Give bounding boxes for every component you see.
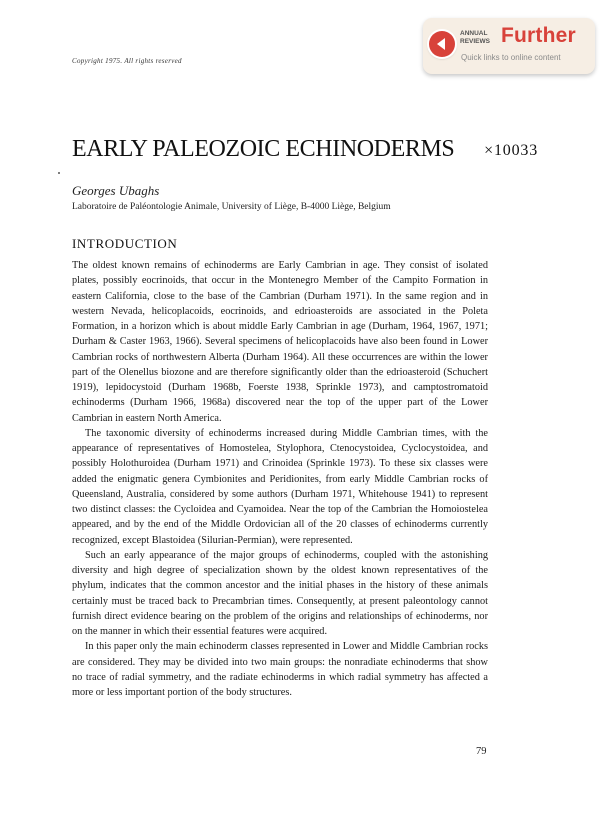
article-title: EARLY PALEOZOIC ECHINODERMS bbox=[72, 136, 455, 162]
paragraph-3: Such an early appearance of the major groups of echinoderms, coupled with the astonishing diversity and high degree of specialization shown by the oldest known representatives of the phylum, indicates that the common ancestor and the initial phases in the history of these animals certainly must be traced back to Precambrian times. Consequently, at present paleontology cannot furnish direct evidence bearing on the problem of the origins and relationships of echinoderms, nor on the manner in which their essential features were acquired. bbox=[72, 549, 488, 637]
title-row bbox=[72, 136, 538, 166]
reference-number: ×10033 bbox=[484, 142, 538, 159]
author-affiliation: Laboratoire de Paléontologie Animale, University of Liège, B-4000 Liège, Belgium bbox=[72, 202, 391, 212]
paragraph-1: The oldest known remains of echinoderms are Early Cambrian in age. They consist of isolated plates, possibly eocrinoids, that occur in the Montenegro Member of the Campito Formation in eastern California, close to the base of the Cambrian (Durham 1971). In the same region and in western Nevada, helicoplacoids, eocrinoids, and edrioasteroids are associated in the Poleta Formation, in a horizon which is about middle Early Cambrian in age (Durham, 1964, 1967, 1971; Durham & Caster 1963, 1966). Several specimens of helicoplacoids have also been found in Lower Cambrian rocks of northwestern Alberta (Durham 1964). All these occurrences are within the lower part of the Olenellus biozone and are therefore significantly older than the edrioasteroid (Schuchert 1919), lepidocystoid (Durham 1968b, Foerste 1938, Sprinkle 1973), and camptostromatoid echinoderms (Durham 1966, 1968a) discovered near the top of the upper part of the Lower Cambrian in eastern North America. bbox=[72, 260, 488, 424]
further-label: Further bbox=[501, 24, 576, 47]
section-heading-introduction: INTRODUCTION bbox=[72, 236, 178, 251]
annual-label: ANNUAL bbox=[460, 30, 488, 37]
paragraph-2: The taxonomic diversity of echinoderms increased during Middle Cambrian times, with the appearance of representatives of Homostelea, Stylophora, Ctenocystoidea, Cyclocystoidea, and possibly Holothuroidea (Durham 1971) and Crinoidea (Sprinkle 1973). To these six classes were added the enigmatic genera Cymbionites and Peridionites, from early Middle Cambrian rocks of Queensland, Australia, considered by some authors (Durham 1971, Whitehouse 1941) to represent two distinct classes: the Cycloidea and Cyamoidea. Near the top of the Cambrian the Homoiostelea appeared, and by the end of the Middle Ordovician all of the 20 classes of echinoderms currently recognized, except Blastoidea (Silurian-Permian), were represented. bbox=[72, 427, 488, 546]
introduction-body bbox=[72, 258, 488, 700]
annual-reviews-further-badge[interactable] bbox=[423, 18, 595, 74]
paragraph-4: In this paper only the main echinoderm classes represented in Lower and Middle Cambrian rocks are considered. They may be divided into two main groups: the nonradiate echinoderms that show no trace of radial symmetry, and the radiate echinoderms in which radial symmetry has affected a more or less important portion of the body structures. bbox=[72, 641, 488, 698]
author-name: Georges Ubaghs bbox=[72, 183, 160, 198]
annual-reviews-logo-text bbox=[460, 30, 500, 45]
print-speck bbox=[58, 172, 60, 174]
copyright-notice: Copyright 1975. All rights reserved bbox=[72, 57, 182, 65]
left-arrow-icon bbox=[429, 31, 455, 57]
reviews-label: REVIEWS bbox=[460, 37, 490, 45]
page-number: 79 bbox=[476, 746, 487, 757]
quick-links-label: Quick links to online content bbox=[461, 53, 561, 62]
